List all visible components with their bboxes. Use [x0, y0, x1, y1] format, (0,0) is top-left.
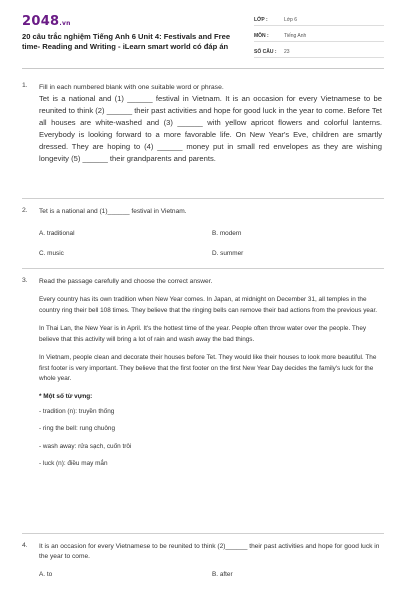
- question-2: [22, 207, 382, 262]
- document-title: 20 câu trắc nghiệm Tiếng Anh 6 Unit 4: Festivals and Free time- Reading and Writing - iLearn smart world có đáp án: [22, 32, 231, 51]
- passage-paragraph: In Thai Lan, the New Year is in April. It's the hottest time of the year. People often throw water over the people. They believe that this activity will bring a lot of rain and wash away the bad things.: [39, 325, 367, 343]
- meta-count: [254, 46, 384, 58]
- passage-paragraph: In Vietnam, people clean and decorate their houses before Tet. They would like their houses to look more beautiful. The first footer is very important. They believe that the first footer on the first New Year Day decides the family's luck for the whole year.: [39, 354, 377, 382]
- question-stem: Tet is a national and (1)______ festival in Vietnam.: [39, 208, 187, 215]
- question-1: [22, 82, 382, 165]
- document-header: [0, 0, 400, 62]
- question-number: 2.: [22, 207, 28, 214]
- options-row: [39, 230, 382, 242]
- logo-tld: .vn: [59, 20, 71, 27]
- passage-paragraph: Every country has its own tradition when New Year comes. In Japan, at midnight on December 31, all temples in the country ring their bell 108 times. They believe that the ringing bells can remove their bad actions from the previous year.: [39, 296, 378, 314]
- question-number: 4.: [22, 542, 28, 549]
- vocab-item: - luck (n): điều may mắn: [39, 460, 108, 467]
- question-intro: Fill in each numbered blank with one suitable word or phrase.: [39, 84, 224, 91]
- meta-count-label: SỐ CÂU :: [254, 49, 277, 55]
- question-number: 1.: [22, 82, 28, 89]
- question-3: [22, 277, 382, 470]
- meta-class: [254, 14, 384, 26]
- option-a[interactable]: A. traditional: [39, 230, 75, 237]
- vocab-heading: * Một số từ vựng:: [39, 392, 93, 400]
- option-b[interactable]: B. after: [212, 571, 233, 578]
- option-c[interactable]: C. music: [39, 250, 64, 257]
- question-stem: Read the passage carefully and choose the correct answer.: [39, 278, 213, 285]
- question-number: 3.: [22, 277, 28, 284]
- question-4: [22, 542, 382, 583]
- vocab-item: - wash away: rửa sạch, cuốn trôi: [39, 442, 132, 450]
- meta-class-value: Lớp 6: [284, 17, 298, 23]
- options-row: [39, 571, 382, 583]
- logo-text: 2048: [22, 14, 60, 29]
- vocab-item: - tradition (n): truyền thống: [39, 407, 115, 415]
- option-d[interactable]: D. summer: [212, 250, 244, 257]
- option-b[interactable]: B. modern: [212, 230, 242, 237]
- question-divider: [22, 533, 384, 534]
- question-divider: [22, 198, 384, 199]
- options-row: [39, 250, 382, 262]
- meta-class-label: LỚP :: [254, 17, 268, 23]
- question-stem: It is an occasion for every Vietnamese to be reunited to think (2)______ their past activities and hope for good luck in the year to come.: [39, 543, 380, 560]
- meta-subject-value: Tiếng Anh: [284, 33, 307, 39]
- meta-subject-label: MÔN :: [254, 33, 269, 39]
- meta-subject: [254, 30, 384, 42]
- question-divider: [22, 268, 384, 269]
- header-divider: [22, 68, 384, 69]
- option-a[interactable]: A. to: [39, 571, 53, 578]
- site-logo[interactable]: [22, 14, 71, 29]
- vocab-item: - ring the bell: rung chuông: [39, 425, 116, 432]
- question-passage: Tet is a national and (1) ______ festival in Vietnam. It is an occasion for every Vietnamese to be reunited to think (2) ______ their past activities and hope for good luck in the year to come. Before Tet all houses are white-washed and (3) ______ with yellow apricot flowers and colorful lanterns. Everybody is looking forward to a more favorable life. On New Year's Eve, children are smartly dressed. They are hoping to (4) ______ money put in small red envelopes as they are wishing longevity (5) ______ their grandparents and parents.: [39, 94, 382, 163]
- meta-count-value: 23: [284, 49, 290, 55]
